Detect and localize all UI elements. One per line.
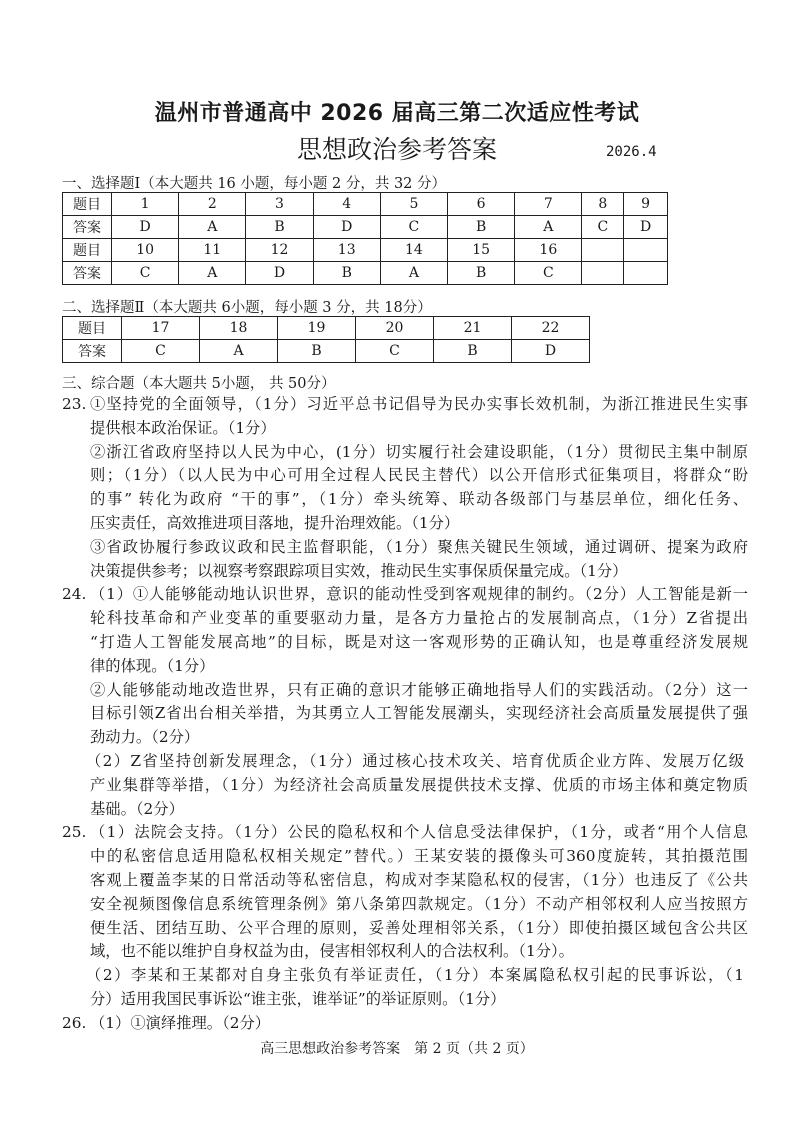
table-cell [624,262,668,285]
row-header-cell: 答案 [63,340,122,363]
table-cell: 1 [112,193,179,216]
table-cell: 4 [313,193,380,216]
table-cell: D [112,216,179,239]
answer-line: “打造人工智能发展高地”的目标，既是对这一客观形势的正确认知，也是尊重经济发展规 [90,633,748,651]
answer-line: （1）法院会支持。（1分）公民的隐私权和个人信息受法律保护，（1分，或者“用个人信息 [90,823,748,842]
exam-title: 温州市普通高中 2026 届高三第二次适应性考试 [154,101,640,126]
table-cell: C [112,262,179,285]
table-cell: B [448,262,515,285]
table-cell: 7 [515,193,582,216]
answer-line: （1）①演绎推理。（2分） [90,1013,271,1032]
answer-line: ③省政协履行参政议政和民主监督职能，（1分）聚焦关键民生领域，通过调研、提案为政府 [90,537,748,556]
answer-line: （2）Z省坚持创新发展理念，（1分）通过核心技术攻关、培育优质企业方阵、发展万亿级 [86,752,744,770]
table-row [63,216,668,239]
answer-line: 域，也不能以维护自身权益为由，侵害相邻权利人的合法权利。（1分）。 [90,942,574,961]
row-header-cell: 题目 [63,317,122,340]
table-cell: A [179,216,246,239]
table-cell: D [246,262,313,285]
question-number: 23. [62,395,87,413]
answer-line: 轮科技革命和产业变革的重要驱动力量，是各方力量抢占的发展制高点，（1分）Z省提出 [90,609,748,628]
answer-table-2 [62,316,590,363]
table-cell: 8 [582,193,624,216]
answer-line: 则；（1分）（以人民为中心可用全过程人民民主替代）以公开信形式征集项目，将群众“盼 [90,466,748,485]
answer-line: 的事” 转化为政府 “干的事”，（1分）牵头统筹、联动各级部门与基层单位，细化任务、 [90,490,748,509]
table-cell: 18 [200,317,278,340]
table-cell: 13 [313,239,380,262]
answer-line: 律的体现。（1分） [90,656,215,675]
row-header-cell: 答案 [63,216,112,239]
question-number: 24. [62,585,87,604]
table-cell: A [380,262,447,285]
table-row [63,317,590,340]
table-cell: D [313,216,380,239]
table-cell: C [356,340,434,363]
answer-line: 分）适用我国民事诉讼“谁主张，谁举证”的举证原则。（1分） [90,990,506,1008]
question-number: 25. [62,823,87,842]
row-header-cell: 答案 [63,262,112,285]
table-cell: 6 [448,193,515,216]
table-cell: 10 [112,239,179,262]
table-cell: A [179,262,246,285]
table-cell: 2 [179,193,246,216]
answer-line: 基础。（2分） [90,799,184,818]
table-cell: C [122,340,200,363]
table-row [63,340,590,363]
answer-line: 提供根本政治保证。（1分） [90,418,276,437]
table-cell: 16 [515,239,582,262]
table-cell: 17 [122,317,200,340]
table-cell [624,239,668,262]
table-cell: 15 [448,239,515,262]
table-cell: C [515,262,582,285]
table-cell: 5 [380,193,447,216]
answer-line: 劲动力。（2分） [90,728,200,747]
exam-date: 2026.4 [606,144,657,160]
answer-line: 决策提供参考；以视察考察跟踪项目实效，推动民生实事保质保量完成。（1分） [90,561,628,580]
table-row [63,193,668,216]
page-title: 思想政治参考答案 [296,135,497,164]
table-cell: 19 [278,317,356,340]
table-cell: C [380,216,447,239]
table-cell [582,239,624,262]
answer-line: ①坚持党的全面领导，（1分）习近平总书记倡导为民办实事长效机制，为浙江推进民生实事 [90,395,748,413]
answer-line: 产业集群等举措，（1分）为经济社会高质量发展提供技术支撑、优质的市场主体和奠定物质 [90,775,748,794]
answer-line: 中的私密信息适用隐私权相关规定”替代。）王某安装的摄像头可360度旋转，其拍摄范围 [90,847,748,866]
table-cell: B [313,262,380,285]
table-cell: 14 [380,239,447,262]
table-cell: B [434,340,512,363]
table-cell: 3 [246,193,313,216]
answer-line: ②浙江省政府坚持以人民为中心，(1分）切实履行社会建设职能，（1分）贯彻民主集中制原 [90,442,748,461]
table-cell: 22 [512,317,590,340]
table-cell: A [515,216,582,239]
section2-heading: 二、选择题Ⅱ（本大题共 6小题，每小题 3 分，共 18分） [62,300,432,316]
table-cell: C [582,216,624,239]
table-cell: B [448,216,515,239]
page-footer: 高三思想政治参考答案 第 2 页（共 2 页） [260,1041,534,1057]
table-cell: 21 [434,317,512,340]
row-header-cell: 题目 [63,193,112,216]
answer-line: 目标引领Z省出台相关举措，为其勇立人工智能发展潮头，实现经济社会高质量发展提供了强 [90,704,748,723]
question-number: 26. [62,1013,87,1032]
table-cell: 9 [624,193,668,216]
table-row [63,262,668,285]
answer-line: 压实责任，高效推进项目落地，提升治理效能。（1分） [90,514,460,532]
table-cell: D [512,340,590,363]
table-cell: D [624,216,668,239]
answer-line: ②人能够能动地改造世界，只有正确的意识才能够正确地指导人们的实践活动。（2分）这一 [90,680,748,699]
answer-line: 客观上覆盖李某的日常活动等私密信息，构成对李某隐私权的侵害，（1分）也违反了《公共 [90,871,748,889]
table-cell [582,262,624,285]
answer-line: （1）①人能够能动地认识世界，意识的能动性受到客观规律的制约。（2分）人工智能是新一 [90,585,748,604]
table-row [63,239,668,262]
table-cell: A [200,340,278,363]
row-header-cell: 题目 [63,239,112,262]
table-cell: 11 [179,239,246,262]
table-cell: 12 [246,239,313,262]
answer-table-1 [62,192,668,285]
table-cell: B [246,216,313,239]
answer-line: 便生活、团结互助、公平合理的原则，妥善处理相邻关系，（1分）即使拍摄区域包含公共区 [90,918,748,937]
answer-line: 安全视频图像信息系统管理条例》第八条第四款规定。（1分）不动产相邻权利人应当按照方 [90,894,748,913]
answer-line: （2）李某和王某都对自身主张负有举证责任，（1分）本案属隐私权引起的民事诉讼，（1 [86,966,744,985]
table-cell: 20 [356,317,434,340]
table-cell: B [278,340,356,363]
section1-heading: 一、选择题Ⅰ（本大题共 16 小题，每小题 2 分，共 32 分） [62,176,447,192]
section3-heading: 三、综合题（本大题共 5小题， 共 50分） [62,376,336,392]
